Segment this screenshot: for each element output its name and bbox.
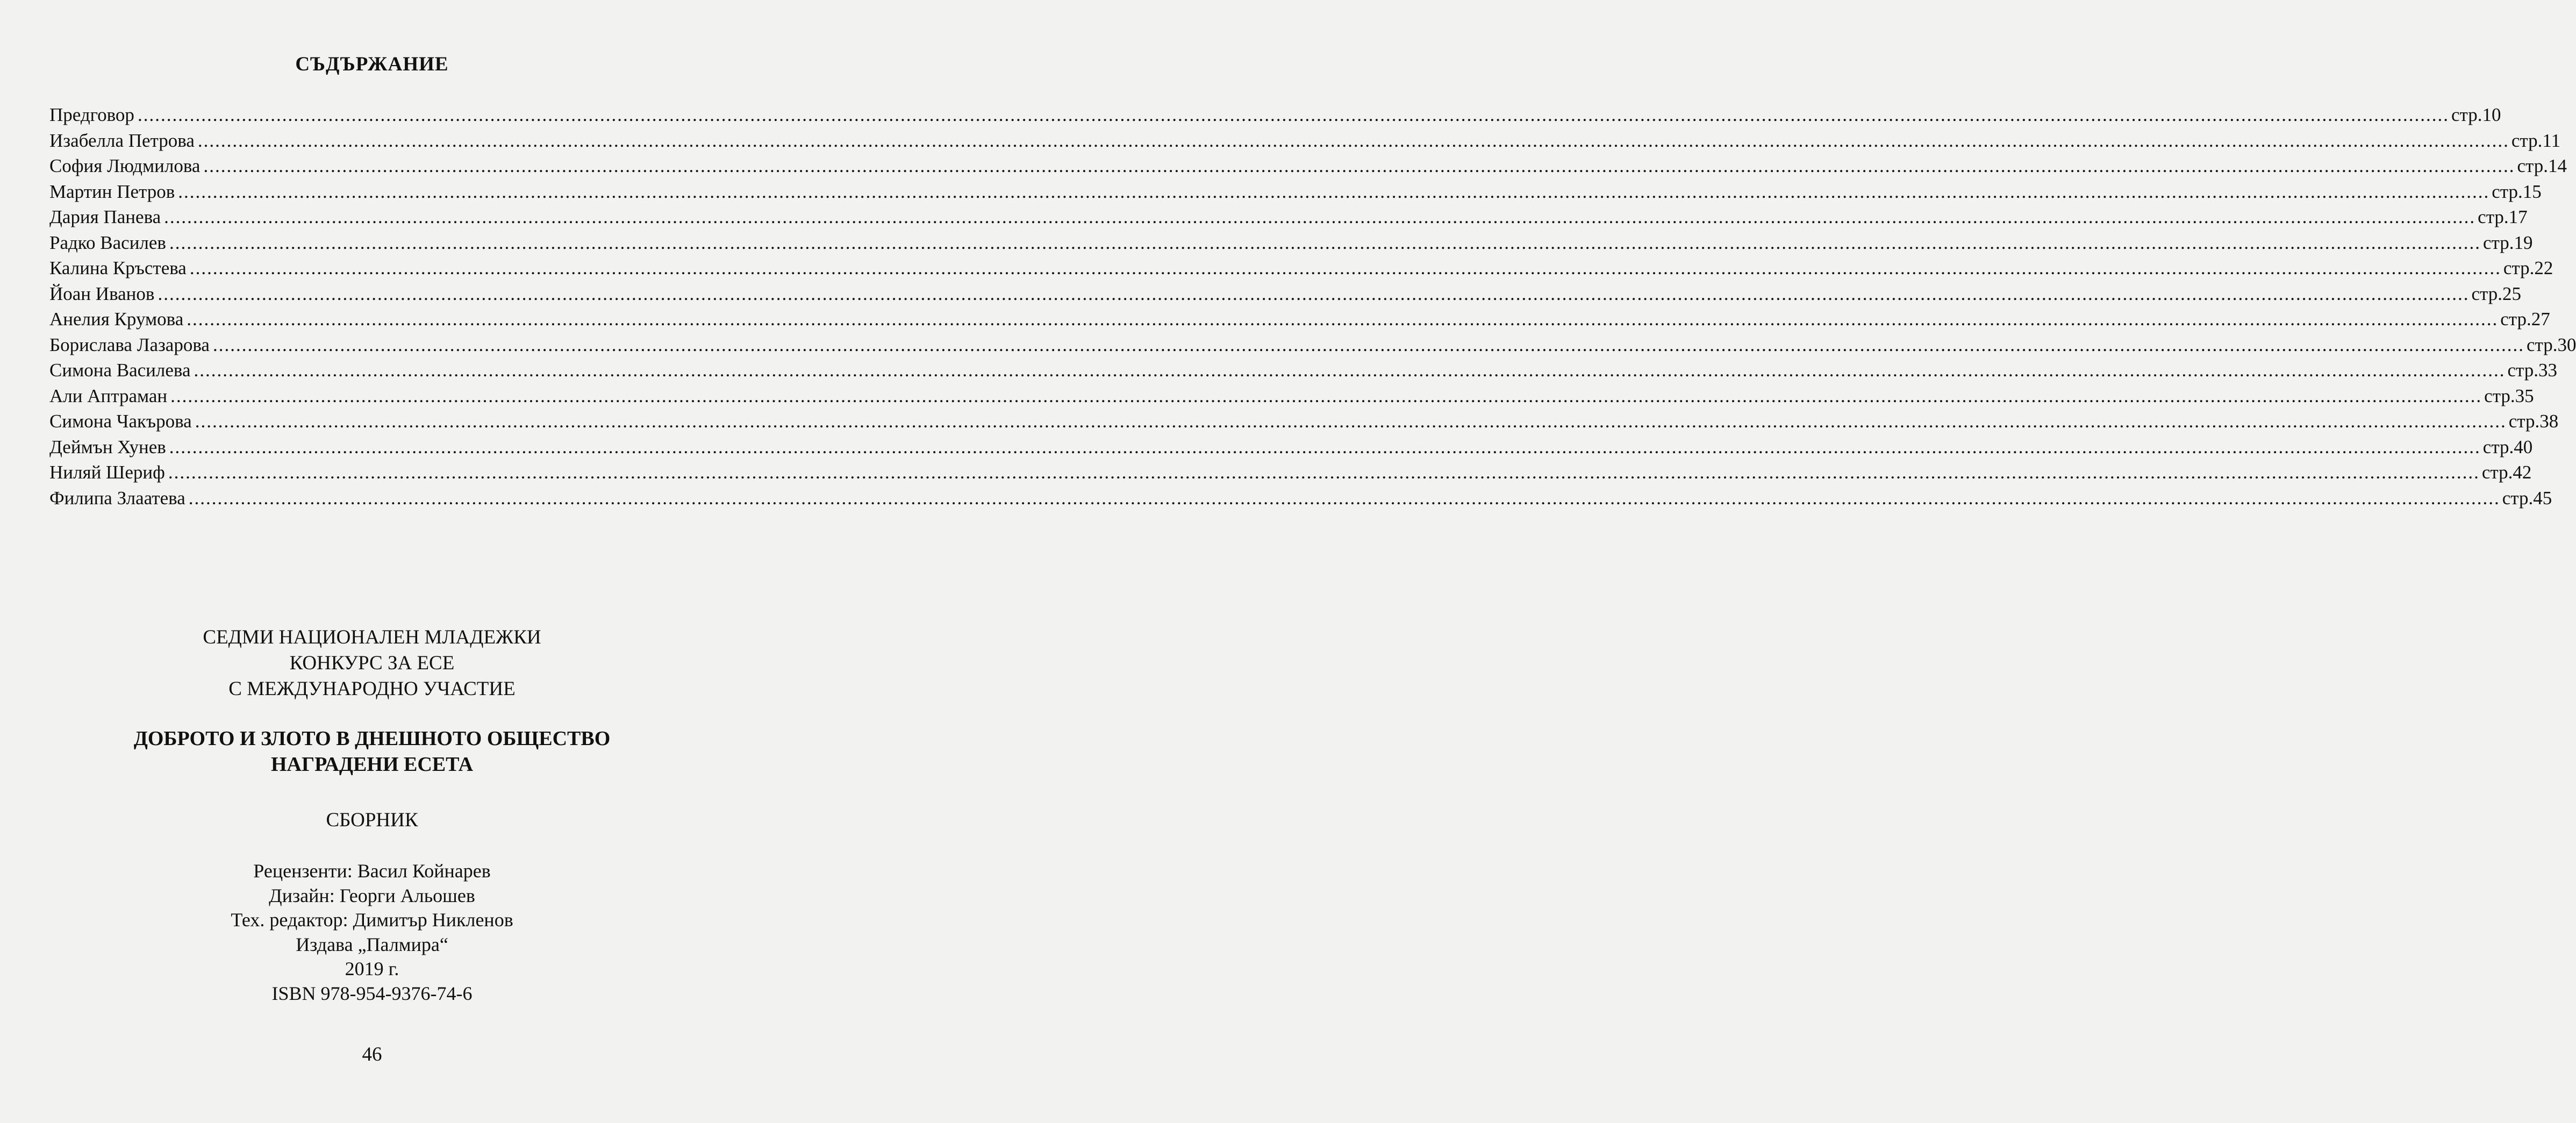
toc-entry — [49, 332, 2576, 358]
toc-entry — [49, 306, 2550, 332]
toc-entry-page: стр.15 — [2492, 181, 2542, 202]
toc-entry-page: стр.11 — [2511, 130, 2561, 151]
page-number: 46 — [362, 1043, 382, 1065]
toc-entry-page: стр.38 — [2508, 411, 2559, 432]
tech-editor-credit: Тех. редактор: Димитър Никленов — [231, 909, 513, 931]
toc-entry — [49, 153, 2567, 179]
toc-entry-page: стр.40 — [2482, 436, 2533, 457]
toc-leader-dots: ................................................................................................................................................................................................................................................................................................................................................................................................................ — [203, 155, 2515, 176]
toc-leader-dots: ................................................................................................................................................................................................................................................................................................................................................................................................................ — [194, 360, 2506, 381]
toc-entry — [49, 204, 2528, 230]
toc-leader-dots: ................................................................................................................................................................................................................................................................................................................................................................................................................ — [137, 104, 2449, 125]
credits-block — [0, 859, 744, 1006]
book-title-line-2: НАГРАДЕНИ ЕСЕТА — [270, 753, 474, 776]
toc-entry-page: стр.10 — [2451, 104, 2501, 125]
contest-line-2: КОНКУРС ЗА ЕСЕ — [289, 652, 455, 674]
toc-entry-name: Предговор — [49, 104, 134, 125]
toc-entry — [49, 485, 2552, 511]
toc-entry-name: Борислава Лазарова — [49, 334, 210, 355]
toc-entry-page: стр.22 — [2503, 257, 2553, 278]
toc-leader-dots: ................................................................................................................................................................................................................................................................................................................................................................................................................ — [187, 309, 2499, 330]
toc-entry-name: Анелия Крумова — [49, 309, 184, 330]
toc-leader-dots: ................................................................................................................................................................................................................................................................................................................................................................................................................ — [168, 462, 2480, 483]
toc-entry — [49, 383, 2534, 409]
toc-entry-name: Мартин Петров — [49, 181, 175, 202]
toc-entry-name: Деймън Хунев — [49, 436, 166, 457]
toc-entry-page: стр.35 — [2484, 385, 2534, 406]
toc-list — [49, 102, 2576, 511]
contest-line-3: С МЕЖДУНАРОДНО УЧАСТИЕ — [228, 678, 516, 700]
toc-entry-name: Ниляй Шериф — [49, 462, 165, 483]
toc-entry-name: София Людмилова — [49, 155, 201, 176]
toc-leader-dots: ................................................................................................................................................................................................................................................................................................................................................................................................................ — [164, 206, 2476, 227]
toc-entry-page: стр.14 — [2517, 155, 2567, 176]
toc-entry-name: Симона Василева — [49, 360, 191, 381]
toc-entry — [49, 255, 2553, 281]
toc-entry-page: стр.25 — [2471, 283, 2521, 304]
toc-entry-page: стр.19 — [2482, 232, 2533, 253]
toc-entry-name: Симона Чакърова — [49, 411, 192, 432]
toc-entry — [49, 128, 2561, 154]
toc-entry — [49, 102, 2501, 128]
toc-leader-dots: ................................................................................................................................................................................................................................................................................................................................................................................................................ — [178, 181, 2490, 202]
toc-entry — [49, 434, 2533, 460]
toc-entry — [49, 230, 2533, 256]
toc-entry-page: стр.45 — [2502, 487, 2552, 509]
book-title-line-1: ДОБРОТО И ЗЛОТО В ДНЕШНОТО ОБЩЕСТВО — [133, 727, 611, 750]
contest-heading — [0, 625, 744, 702]
toc-entry-name: Йоан Иванов — [49, 283, 155, 304]
toc-entry — [49, 179, 2542, 205]
toc-entry-name: Изабелла Петрова — [49, 130, 195, 151]
toc-entry — [49, 357, 2557, 383]
design-credit: Дизайн: Георги Альошев — [269, 884, 475, 906]
toc-leader-dots: ................................................................................................................................................................................................................................................................................................................................................................................................................ — [195, 411, 2507, 432]
toc-leader-dots: ................................................................................................................................................................................................................................................................................................................................................................................................................ — [197, 130, 2509, 151]
toc-entry-page: стр.17 — [2478, 206, 2528, 227]
toc-entry-page: стр.30 — [2526, 334, 2576, 355]
toc-entry-name: Дария Панева — [49, 206, 161, 227]
toc-leader-dots: ................................................................................................................................................................................................................................................................................................................................................................................................................ — [212, 334, 2524, 355]
reviewers-credit: Рецензенти: Васил Койнарев — [253, 860, 491, 882]
collection-label: СБОРНИК — [326, 809, 418, 831]
toc-entry-name: Али Аптраман — [49, 385, 168, 406]
toc-entry — [49, 409, 2559, 434]
toc-entry-page: стр.27 — [2500, 309, 2550, 330]
toc-entry-page: стр.42 — [2481, 462, 2532, 483]
toc-entry-name: Калина Кръстева — [49, 257, 187, 278]
toc-leader-dots: ................................................................................................................................................................................................................................................................................................................................................................................................................ — [169, 436, 2481, 457]
isbn: ISBN 978-954-9376-74-6 — [271, 982, 473, 1004]
publication-year: 2019 г. — [345, 958, 399, 979]
toc-entry-page: стр.33 — [2507, 360, 2557, 381]
toc-leader-dots: ................................................................................................................................................................................................................................................................................................................................................................................................................ — [188, 487, 2500, 509]
publisher-credit: Издава „Палмира“ — [296, 933, 448, 955]
toc-entry — [49, 281, 2521, 307]
toc-leader-dots: ................................................................................................................................................................................................................................................................................................................................................................................................................ — [189, 257, 2501, 278]
contest-line-1: СЕДМИ НАЦИОНАЛЕН МЛАДЕЖКИ — [203, 626, 541, 648]
toc-entry-name: Филипа Злаатева — [49, 487, 185, 509]
toc-leader-dots: ................................................................................................................................................................................................................................................................................................................................................................................................................ — [158, 283, 2470, 304]
book-title — [0, 726, 744, 777]
toc-leader-dots: ................................................................................................................................................................................................................................................................................................................................................................................................................ — [169, 232, 2481, 253]
toc-title: СЪДЪРЖАНИЕ — [295, 53, 449, 75]
toc-leader-dots: ................................................................................................................................................................................................................................................................................................................................................................................................................ — [170, 385, 2482, 406]
toc-entry — [49, 460, 2532, 485]
toc-entry-name: Радко Василев — [49, 232, 166, 253]
